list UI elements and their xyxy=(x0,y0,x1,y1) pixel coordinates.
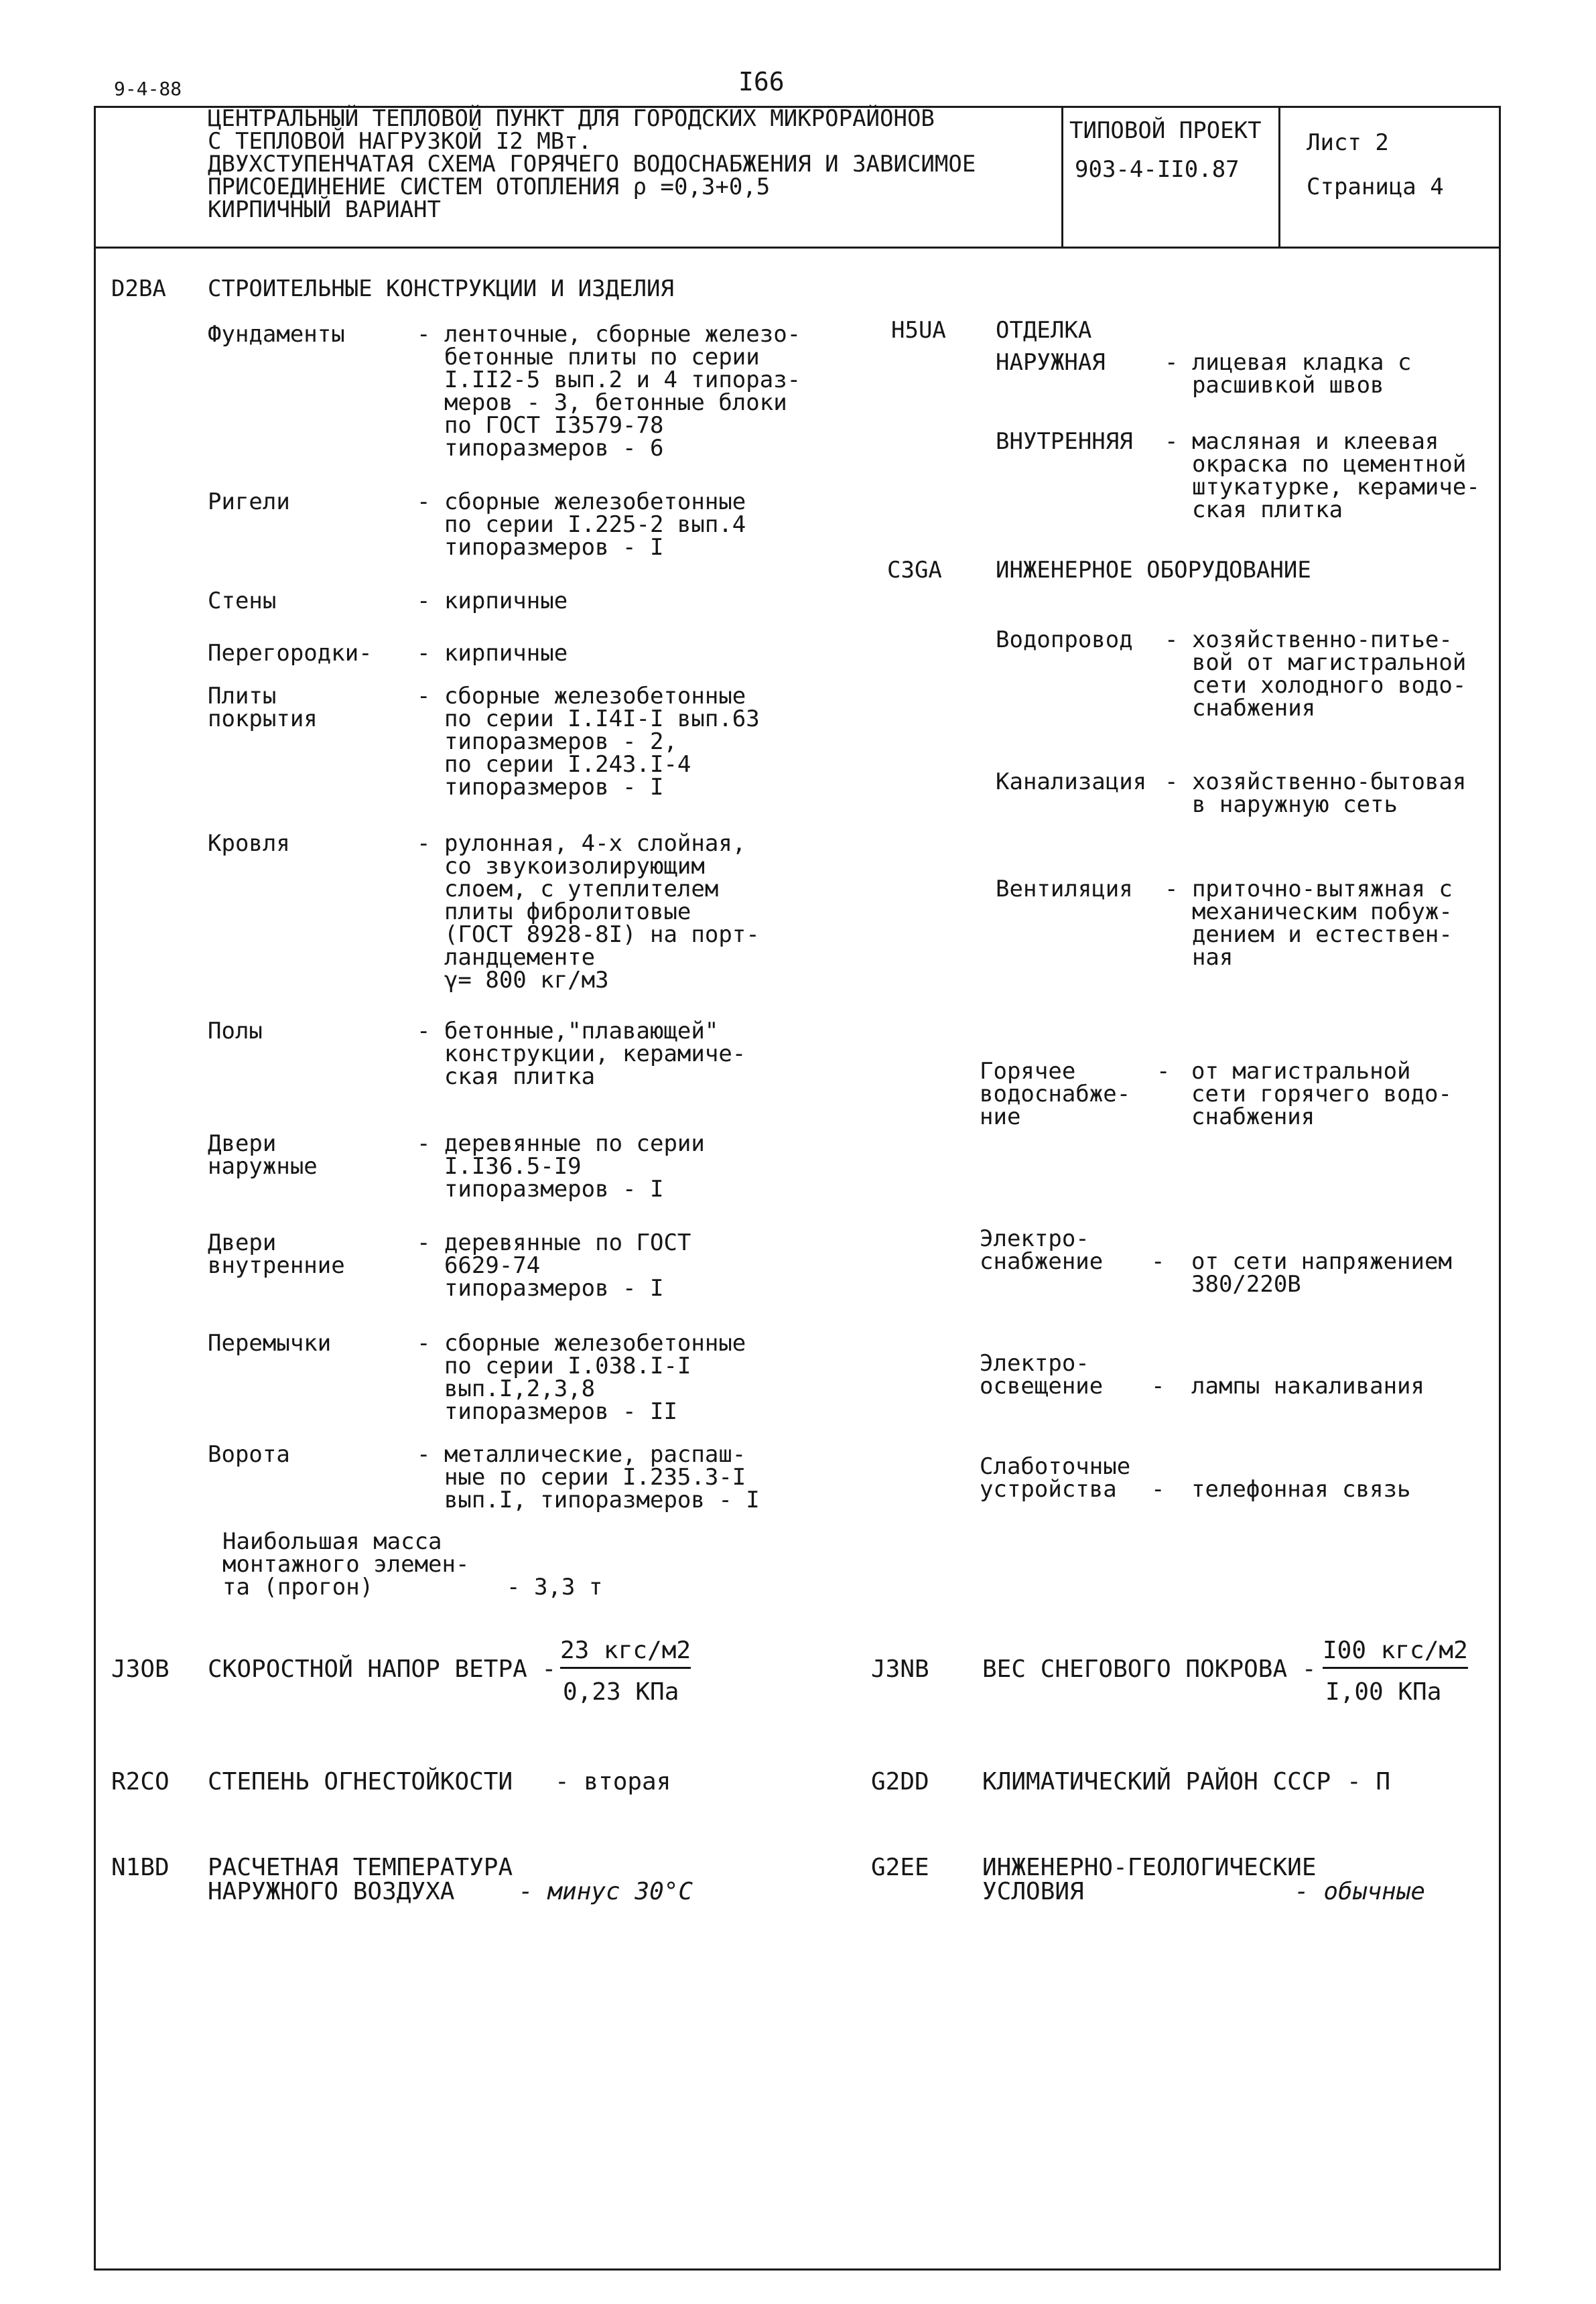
construction-item-name: Двери внутренние xyxy=(208,1229,345,1279)
construction-heading: СТРОИТЕЛЬНЫЕ КОНСТРУКЦИИ И ИЗДЕЛИЯ xyxy=(208,275,674,302)
equipment-dash: - xyxy=(1151,1248,1165,1275)
wind-numerator xyxy=(560,1639,714,1663)
wind-label: СКОРОСТНОЙ НАПОР ВЕТРА - xyxy=(208,1655,557,1683)
title-line: ПРИСОЕДИНЕНИЕ СИСТЕМ ОТОПЛЕНИЯ ρ =0,3+0,5 xyxy=(208,174,771,200)
finishing-code: H5UA xyxy=(891,317,946,344)
equipment-item-name: Слаботочные устройства xyxy=(980,1453,1131,1503)
construction-item-name: Двери наружные xyxy=(208,1130,318,1180)
construction-item-desc: - бетонные,"плавающей" конструкции, керамиче- ская плитка xyxy=(417,1018,746,1090)
finishing-item-desc: - лицевая кладка с расшивкой швов xyxy=(1165,349,1412,399)
equipment-item-name: Горячее водоснабже- ние xyxy=(980,1058,1131,1130)
equipment-code: C3GA xyxy=(887,557,942,584)
equipment-item-desc: от магистральной сети горячего водо- снабжения xyxy=(1191,1058,1452,1130)
temperature-code: N1BD xyxy=(111,1854,170,1881)
geology-label: ИНЖЕНЕРНО-ГЕОЛОГИЧЕСКИЕ УСЛОВИЯ xyxy=(982,1854,1317,1905)
climate-label: КЛИМАТИЧЕСКИЙ РАЙОН СССР xyxy=(982,1768,1331,1795)
finishing-heading: ОТДЕЛКА xyxy=(996,317,1092,344)
finishing-item-desc: - масляная и клеевая окраска по цементной штукатурке, керамиче- ская плитка xyxy=(1165,428,1480,523)
construction-item-name: Перегородки- xyxy=(208,640,373,667)
wind-numerator-text: 23 кгс/м2 xyxy=(560,1637,691,1669)
temperature-value: - минус 30°C xyxy=(519,1878,693,1905)
sheet-number: Лист 2 xyxy=(1307,129,1389,156)
construction-item-desc: - металлические, распаш- ные по серии I.235.3-I вып.I, типоразмеров - I xyxy=(417,1441,760,1513)
equipment-dash: - xyxy=(1151,1476,1165,1503)
construction-item-name: Ригели xyxy=(208,488,290,515)
snow-numerator xyxy=(1323,1639,1468,1663)
title-block-separator xyxy=(1278,106,1280,248)
construction-item-name: Кровля xyxy=(208,830,290,857)
equipment-item-name: Вентиляция xyxy=(996,876,1133,902)
climate-code: G2DD xyxy=(871,1768,929,1795)
wind-denominator: 0,23 КПа xyxy=(563,1678,679,1706)
equipment-item-desc: - хозяйственно-бытовая в наружную сеть xyxy=(1165,768,1467,818)
project-number: 903-4-II0.87 xyxy=(1075,156,1240,183)
construction-item-name: Перемычки xyxy=(208,1330,332,1357)
page-number: I66 xyxy=(738,67,785,96)
max-mass-label: Наибольшая масса монтажного элемен- та (прогон) xyxy=(222,1528,470,1601)
construction-item-desc: - деревянные по серии I.I36.5-I9 типоразмеров - I xyxy=(417,1130,705,1203)
construction-item-desc: - ленточные, сборные железо- бетонные плиты по серии I.II2-5 вып.2 и 4 типораз- меров - 3, бетонные блоки по ГОСТ I3579-78 типоразмеров - 6 xyxy=(417,321,801,462)
construction-item-desc: - сборные железобетонные по серии I.I4I-I вып.63 типоразмеров - 2, по серии I.243.I-4 типоразмеров - I xyxy=(417,683,760,801)
construction-item-desc: - деревянные по ГОСТ 6629-74 типоразмеров - I xyxy=(417,1229,691,1302)
equipment-item-name: Водопровод xyxy=(996,626,1133,653)
title-block-divider xyxy=(94,247,1499,249)
page-label: Страница 4 xyxy=(1307,174,1444,200)
wind-code: J3OB xyxy=(111,1655,170,1683)
construction-item-desc: - кирпичные xyxy=(417,640,568,667)
construction-item-desc: - рулонная, 4-х слойная, со звукоизолирующим слоем, с утеплителем плиты фибролитовые (ГОСТ 8928-8I) на порт- ландцементе γ= 800 кг/м3 xyxy=(417,830,760,994)
construction-item-name: Стены xyxy=(208,588,277,614)
title-line: ЦЕНТРАЛЬНЫЙ ТЕПЛОВОЙ ПУНКТ ДЛЯ ГОРОДСКИХ МИКРОРАЙОНОВ xyxy=(208,105,935,132)
snow-denominator: I,00 КПа xyxy=(1325,1678,1442,1706)
doc-code: 9-4-88 xyxy=(114,78,182,100)
equipment-item-name: Электро- снабжение xyxy=(980,1225,1104,1275)
temperature-label: РАСЧЕТНАЯ ТЕМПЕРАТУРА НАРУЖНОГО ВОЗДУХА xyxy=(208,1854,513,1905)
construction-item-desc: - кирпичные xyxy=(417,588,568,614)
snow-label: ВЕС СНЕГОВОГО ПОКРОВА - xyxy=(982,1655,1317,1683)
geology-code: G2EE xyxy=(871,1854,929,1881)
equipment-item-desc: телефонная связь xyxy=(1191,1476,1411,1503)
equipment-item-name: Канализация xyxy=(996,768,1147,795)
equipment-item-name: Электро- освещение xyxy=(980,1350,1104,1400)
project-label: ТИПОВОЙ ПРОЕКТ xyxy=(1069,117,1262,144)
finishing-item-name: ВНУТРЕННЯЯ xyxy=(996,428,1133,455)
climate-value: - П xyxy=(1347,1768,1391,1795)
construction-item-name: Полы xyxy=(208,1018,263,1044)
construction-code: D2BA xyxy=(111,275,166,302)
title-line: С ТЕПЛОВОЙ НАГРУЗКОЙ I2 МВт. xyxy=(208,128,592,155)
max-mass-value: - 3,3 т xyxy=(507,1574,603,1601)
snow-code: J3NB xyxy=(871,1655,929,1683)
title-block-title xyxy=(208,107,976,221)
geology-value: - обычные xyxy=(1294,1878,1426,1905)
title-block-separator xyxy=(1061,106,1063,248)
construction-item-desc: - сборные железобетонные по серии I.038.I-I вып.I,2,3,8 типоразмеров - II xyxy=(417,1330,746,1425)
snow-numerator-text: I00 кгс/м2 xyxy=(1323,1637,1468,1669)
construction-item-name: Плиты покрытия xyxy=(208,683,318,732)
title-line: ДВУХСТУПЕНЧАТАЯ СХЕМА ГОРЯЧЕГО ВОДОСНАБЖЕНИЯ И ЗАВИСИМОЕ xyxy=(208,151,976,178)
equipment-dash: - xyxy=(1151,1373,1165,1400)
fire-code: R2CO xyxy=(111,1768,170,1795)
equipment-item-desc: - хозяйственно-питье- вой от магистральной сети холодного водо- снабжения xyxy=(1165,626,1467,722)
equipment-item-desc: от сети напряжением 380/220В xyxy=(1191,1248,1452,1298)
finishing-item-name: НАРУЖНАЯ xyxy=(996,349,1106,376)
construction-item-name: Ворота xyxy=(208,1441,290,1468)
equipment-item-desc: лампы накаливания xyxy=(1191,1373,1424,1400)
fire-label: СТЕПЕНЬ ОГНЕСТОЙКОСТИ xyxy=(208,1768,513,1795)
title-line: КИРПИЧНЫЙ ВАРИАНТ xyxy=(208,196,441,223)
construction-item-name: Фундаменты xyxy=(208,321,345,348)
construction-item-desc: - сборные железобетонные по серии I.225-2 вып.4 типоразмеров - I xyxy=(417,488,746,561)
fire-value: - вторая xyxy=(555,1768,671,1795)
equipment-item-desc: - приточно-вытяжная с механическим побуж- дением и естествен- ная xyxy=(1165,876,1453,971)
equipment-heading: ИНЖЕНЕРНОЕ ОБОРУДОВАНИЕ xyxy=(996,557,1311,584)
equipment-dash: - xyxy=(1156,1058,1171,1085)
